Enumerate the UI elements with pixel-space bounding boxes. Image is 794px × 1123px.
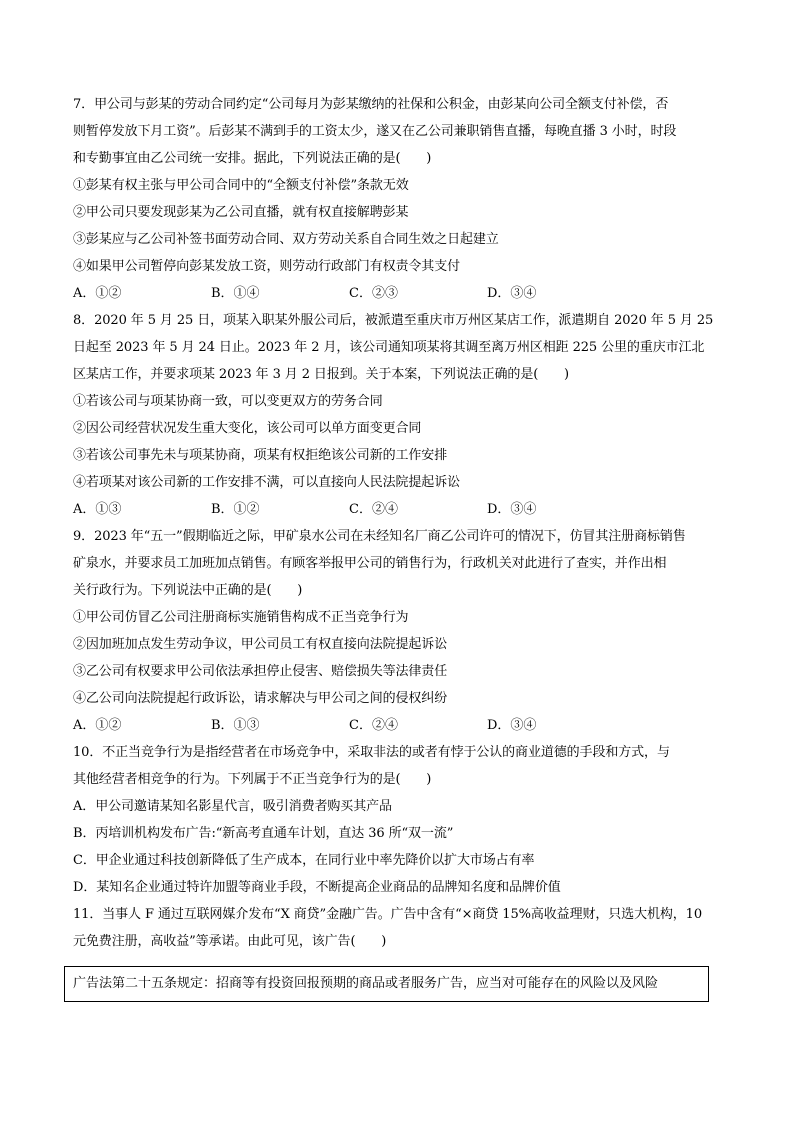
option-b[interactable]: B．①③: [211, 718, 260, 733]
material-box: 广告法第二十五条规定：招商等有投资回报预期的商品或者服务广告，应当对可能存在的风险以及风险: [64, 966, 709, 1002]
question-list: [73, 91, 723, 955]
statement: ④乙公司向法院提起行政诉讼，请求解决与甲公司之间的侵权纠纷: [73, 691, 448, 706]
option-c[interactable]: C．②④: [349, 502, 398, 517]
question-stem-line: 11．当事人 F 通过互联网媒介发布“X 商贷”金融广告。广告中含有“×商贷 15%高收益理财，只选大机构，10: [73, 907, 703, 922]
option-b[interactable]: B．①④: [211, 286, 260, 301]
statement: ②因加班加点发生劳动争议，甲公司员工有权直接向法院提起诉讼: [73, 637, 448, 652]
option-a[interactable]: A．①③: [73, 502, 122, 517]
statement: ①彭某有权主张与甲公司合同中的“全额支付补偿”条款无效: [73, 178, 409, 193]
answer-options: [73, 712, 723, 739]
statement: ③若该公司事先未与项某协商，项某有权拒绝该公司新的工作安排: [73, 448, 448, 463]
question-9: [73, 523, 723, 739]
question-stem-line: 日起至 2023 年 5 月 24 日止。2023 年 2 月，该公司通知项某将其调至离万州区相距 225 公里的重庆市江北: [73, 340, 705, 355]
question-stem-line: 7．甲公司与彭某的劳动合同约定“公司每月为彭某缴纳的社保和公积金，由彭某向公司全额支付补偿，否: [73, 97, 669, 112]
option-b[interactable]: B．丙培训机构发布广告:“新高考直通车计划，直达 36 所“双一流”: [73, 826, 454, 841]
statement: ①甲公司仿冒乙公司注册商标实施销售构成不正当竞争行为: [73, 610, 409, 625]
question-8: [73, 307, 723, 523]
statement: ③乙公司有权要求甲公司依法承担停止侵害、赔偿损失等法律责任: [73, 664, 448, 679]
option-b[interactable]: B．①②: [211, 502, 260, 517]
option-d[interactable]: D．③④: [487, 502, 537, 517]
statement: ③彭某应与乙公司补签书面劳动合同、双方劳动关系自合同生效之日起建立: [73, 232, 499, 247]
statement: ①若该公司与项某协商一致，可以变更双方的劳务合同: [73, 394, 383, 409]
option-d[interactable]: D．③④: [487, 286, 537, 301]
option-c[interactable]: C．甲企业通过科技创新降低了生产成本，在同行业中率先降价以扩大市场占有率: [73, 853, 535, 868]
question-stem-line: 关行政行为。下列说法中正确的是( ): [73, 583, 303, 598]
question-stem-line: 元免费注册，高收益”等承诺。由此可见，该广告( ): [73, 934, 387, 949]
question-stem-line: 区某店工作，并要求项某 2023 年 3 月 2 日报到。关于本案，下列说法正确的是( ): [73, 367, 569, 382]
option-c[interactable]: C．②④: [349, 718, 398, 733]
answer-options: [73, 280, 723, 307]
statement: ④若项某对该公司新的工作安排不满，可以直接向人民法院提起诉讼: [73, 475, 461, 490]
statement: ④如果甲公司暂停向彭某发放工资，则劳动行政部门有权责令其支付: [73, 259, 461, 274]
question-10: [73, 739, 723, 901]
question-stem-line: 其他经营者相竞争的行为。下列属于不正当竞争行为的是( ): [73, 772, 432, 787]
option-c[interactable]: C．②③: [349, 286, 398, 301]
question-stem-line: 9．2023 年“五一”假期临近之际，甲矿泉水公司在未经知名厂商乙公司许可的情况下，仿冒其注册商标销售: [73, 529, 686, 544]
option-a[interactable]: A．甲公司邀请某知名影星代言，吸引消费者购买其产品: [73, 799, 392, 814]
option-a[interactable]: A．①②: [73, 286, 122, 301]
question-stem-line: 10．不正当竞争行为是指经营者在市场竞争中，采取非法的或者有悖于公认的商业道德的手段和方式，与: [73, 745, 670, 760]
question-11: [73, 901, 723, 955]
statement: ②因公司经营状况发生重大变化，该公司可以单方面变更合同: [73, 421, 422, 436]
option-d[interactable]: D．③④: [487, 718, 537, 733]
question-stem-line: 矿泉水，并要求员工加班加点销售。有顾客举报甲公司的销售行为，行政机关对此进行了查实，并作出相: [73, 556, 667, 571]
statement: ②甲公司只要发现彭某为乙公司直播，就有权直接解聘彭某: [73, 205, 409, 220]
question-stem-line: 8．2020 年 5 月 25 日，项某入职某外服公司后，被派遣至重庆市万州区某店工作，派遣期自 2020 年 5 月 25: [73, 313, 714, 328]
answer-options: [73, 496, 723, 523]
question-7: [73, 91, 723, 307]
question-stem-line: 和专勤事宜由乙公司统一安排。据此，下列说法正确的是( ): [73, 151, 432, 166]
option-d[interactable]: D．某知名企业通过特许加盟等商业手段，不断提高企业商品的品牌知名度和品牌价值: [73, 880, 561, 895]
option-a[interactable]: A．①②: [73, 718, 122, 733]
question-stem-line: 则暂停发放下月工资”。后彭某不满到手的工资太少，遂又在乙公司兼职销售直播，每晚直播 3 小时，时段: [73, 124, 677, 139]
